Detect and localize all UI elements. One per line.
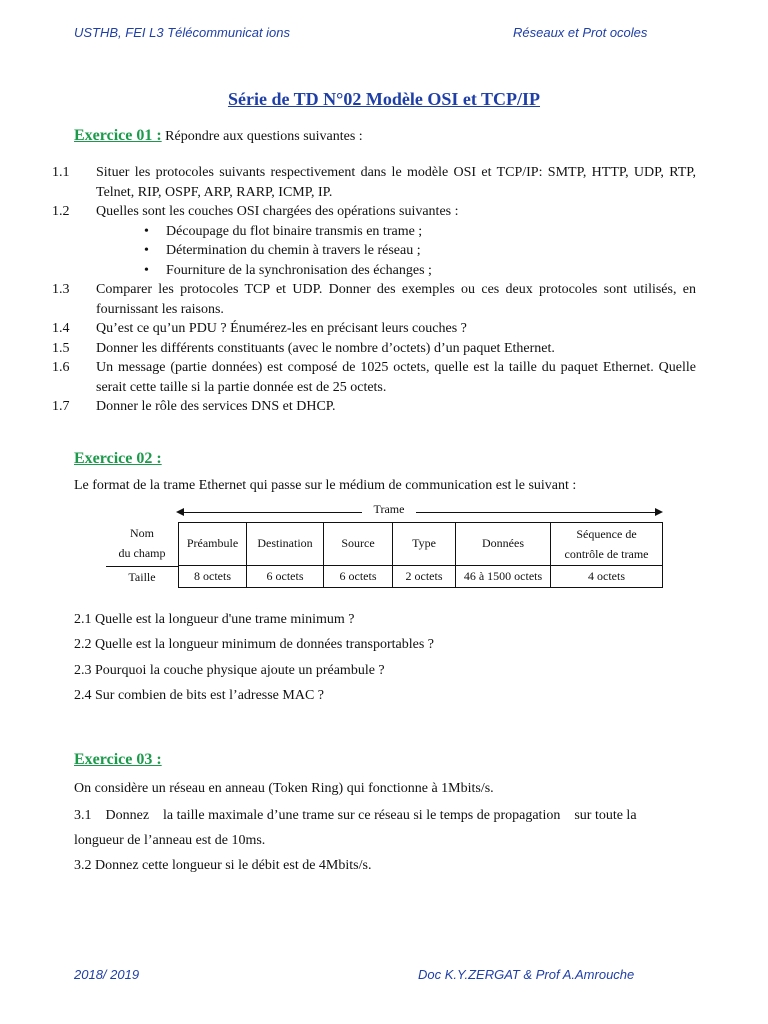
question-1-3: 1.3 Comparer les protocoles TCP et UDP. Donner des exemples ou ces deux protocoles sont utilisés, en fournissant les raisons. xyxy=(52,282,696,317)
question-1-1: 1.1 Situer les protocoles suivants respectivement dans le modèle OSI et TCP/IP: SMTP, HTTP, UDP, RTP, Telnet, RIP, OSPF, ARP, RARP, ICMP, IP. xyxy=(52,165,696,200)
arrow-left-icon xyxy=(176,508,184,516)
size-donnees: 46 à 1500 octets xyxy=(455,565,551,588)
field-type: Type xyxy=(392,522,456,566)
exercise-1-questions xyxy=(52,163,696,417)
exercise-2-heading xyxy=(74,450,162,468)
exercise-3-heading xyxy=(74,751,162,769)
question-2-4: 2.4 Sur combien de bits est l’adresse MAC ? xyxy=(74,688,325,703)
size-destination: 6 octets xyxy=(246,565,324,588)
trame-arrow-line-left xyxy=(184,512,362,513)
ethernet-frame-table xyxy=(106,502,666,592)
question-1-6: 1.6 Un message (partie données) est composé de 1025 octets, quelle est la taille du paquet Ethernet. Quelle serait cette taille si la partie donnée est de 25 octets. xyxy=(52,360,696,395)
row-label-name: Nom du champ xyxy=(118,526,166,560)
exercise-1-heading xyxy=(74,127,363,145)
header-left: USTHB, FEI L3 Télécommunicat ions xyxy=(74,25,291,40)
question-3-2: 3.2 Donnez cette longueur si le débit est de 4Mbits/s. xyxy=(74,858,372,873)
size-source: 6 octets xyxy=(323,565,393,588)
question-1-2-bullets xyxy=(74,222,696,281)
field-fcs: Séquence de contrôle de trame xyxy=(550,522,663,566)
bullet-item: • Découpage du flot binaire transmis en trame ; xyxy=(74,222,696,242)
size-preambule: 8 octets xyxy=(178,565,247,588)
header-right: Réseaux et Prot ocoles xyxy=(513,25,648,40)
page-title: Série de TD N°02 Modèle OSI et TCP/IP xyxy=(227,89,540,109)
exercise-3-title: Exercice 03 : xyxy=(74,751,162,768)
footer-year: 2018/ 2019 xyxy=(74,967,140,982)
question-2-2: 2.2 Quelle est la longueur minimum de données transportables ? xyxy=(74,637,435,652)
question-3-1-line-1: 3.1 Donnez la taille maximale d’une trame sur ce réseau si le temps de propagation sur toute la xyxy=(74,808,637,823)
question-1-7: 1.7 Donner le rôle des services DNS et DHCP. xyxy=(52,399,336,414)
exercise-1-title: Exercice 01 : xyxy=(74,127,162,144)
bullet-item: • Fourniture de la synchronisation des échanges ; xyxy=(74,261,696,281)
field-source: Source xyxy=(323,522,393,566)
question-1-4: 1.4 Qu’est ce qu’un PDU ? Énumérez-les en précisant leurs couches ? xyxy=(52,321,467,336)
question-2-1: 2.1 Quelle est la longueur d'une trame minimum ? xyxy=(74,612,355,627)
question-3-1-line-2: longueur de l’anneau est de 10ms. xyxy=(74,833,266,848)
field-donnees: Données xyxy=(455,522,551,566)
size-type: 2 octets xyxy=(392,565,456,588)
arrow-right-icon xyxy=(655,508,663,516)
field-preambule: Préambule xyxy=(178,522,247,566)
question-2-3: 2.3 Pourquoi la couche physique ajoute un préambule ? xyxy=(74,663,385,678)
trame-arrow-line-right xyxy=(416,512,656,513)
field-destination: Destination xyxy=(246,522,324,566)
question-1-2: 1.2 Quelles sont les couches OSI chargées des opérations suivantes : xyxy=(52,204,459,219)
size-fcs: 4 octets xyxy=(550,565,663,588)
exercise-3-intro: On considère un réseau en anneau (Token Ring) qui fonctionne à 1Mbits/s. xyxy=(74,781,494,796)
exercise-2-title: Exercice 02 : xyxy=(74,450,162,467)
exercise-2-intro: Le format de la trame Ethernet qui passe sur le médium de communication est le suivant : xyxy=(74,478,577,493)
question-1-5: 1.5 Donner les différents constituants (avec le nombre d’octets) d’un paquet Ethernet. xyxy=(52,340,555,356)
trame-label: Trame xyxy=(373,502,405,516)
footer-authors: Doc K.Y.ZERGAT & Prof A.Amrouche xyxy=(418,967,635,982)
row-label-size: Taille xyxy=(106,566,178,588)
exercise-1-intro: Répondre aux questions suivantes : xyxy=(165,129,363,144)
bullet-item: • Détermination du chemin à travers le réseau ; xyxy=(74,241,696,261)
